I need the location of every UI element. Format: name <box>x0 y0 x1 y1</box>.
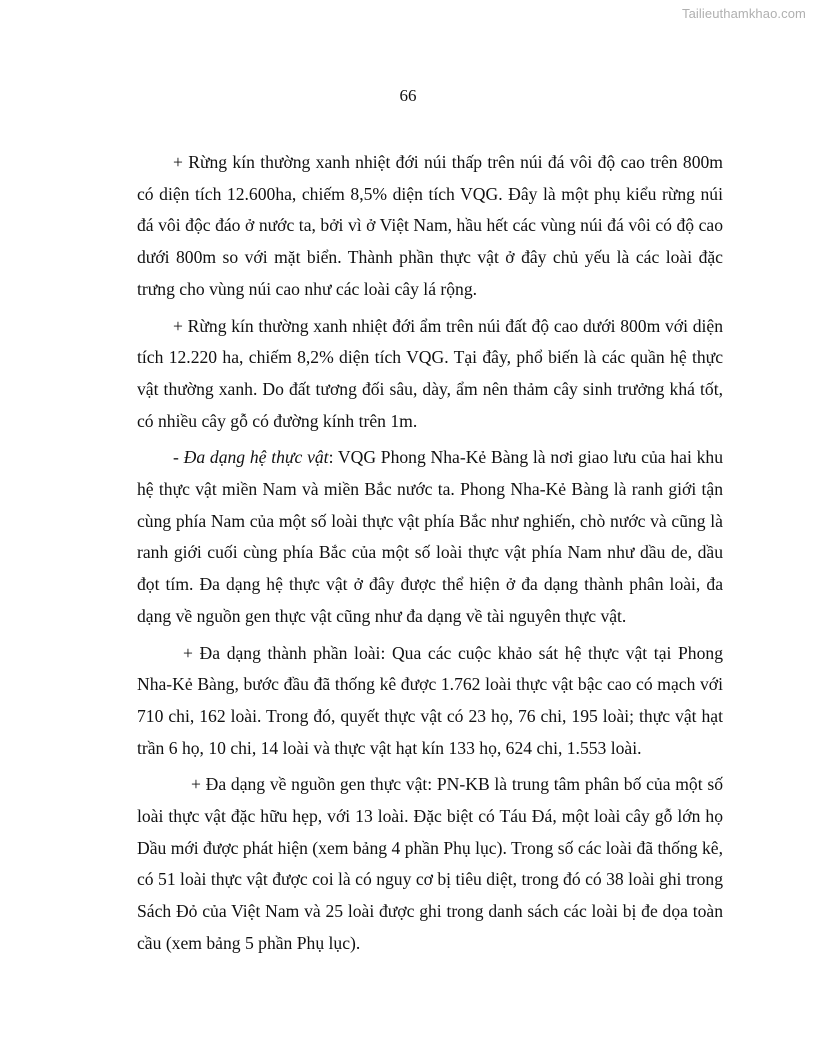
page-number: 66 <box>399 86 417 105</box>
body-text <box>137 147 723 965</box>
paragraph-gene-diversity: + Đa dạng về nguồn gen thực vật: PN-KB là trung tâm phân bố của một số loài thực vật đặc hữu hẹp, với 13 loài. Đặc biệt có Táu Đá, một loài cây gỗ lớn họ Dầu mới được phát hiện (xem bảng 4 phần Phụ lục). Trong số các loài đã thống kê, có 51 loài thực vật được coi là có nguy cơ bị tiêu diệt, trong đó có 38 loài ghi trong Sách Đỏ của Việt Nam và 25 loài được ghi trong danh sách các loài bị đe dọa toàn cầu (xem bảng 5 phần Phụ lục). <box>137 774 723 953</box>
flora-diversity-heading: - Đa dạng hệ thực vật <box>173 447 329 468</box>
paragraph-flora-diversity <box>137 442 723 632</box>
paragraph-forest-earth-mountain: + Rừng kín thường xanh nhiệt đới ẩm trên núi đất độ cao dưới 800m với diện tích 12.220 ha, chiếm 8,2% diện tích VQG. Tại đây, phổ biến là các quần hệ thực vật thường xanh. Do đất tương đối sâu, dày, ẩm nên thảm cây sinh trưởng khá tốt, có nhiều cây gỗ có đường kính trên 1m. <box>137 315 723 431</box>
paragraph-species-diversity: + Đa dạng thành phần loài: Qua các cuộc khảo sát hệ thực vật tại Phong Nha-Kẻ Bàng, bước đầu đã thống kê được 1.762 loài thực vật bậc cao có mạch với 710 chi, 162 loài. Trong đó, quyết thực vật có 23 họ, 76 chi, 195 loài; thực vật hạt trần 6 họ, 10 chi, 14 loài và thực vật hạt kín 133 họ, 624 chi, 1.553 loài. <box>137 642 723 758</box>
flora-diversity-text: : VQG Phong Nha-Kẻ Bàng là nơi giao lưu của hai khu hệ thực vật miền Nam và miền Bắc nước ta. Phong Nha-Kẻ Bàng là ranh giới tận cùng phía Nam của một số loài thực vật phía Bắc như nghiến, chò nước và cũng là ranh giới cuối cùng phía Bắc của một số loài thực vật phía Nam như dầu de, dầu đọt tím. Đa dạng hệ thực vật ở đây được thể hiện ở đa dạng thành phân loài, đa dạng về nguồn gen thực vật cũng như đa dạng về tài nguyên thực vật. <box>137 447 723 626</box>
watermark: Tailieuthamkhao.com <box>681 6 806 21</box>
paragraph-forest-limestone: + Rừng kín thường xanh nhiệt đới núi thấp trên núi đá vôi độ cao trên 800m có diện tích 12.600ha, chiếm 8,5% diện tích VQG. Đây là một phụ kiểu rừng núi đá vôi độc đáo ở nước ta, bởi vì ở Việt Nam, hầu hết các vùng núi đá vôi có độ cao dưới 800m so với mặt biển. Thành phần thực vật ở đây chủ yếu là các loài đặc trưng cho vùng núi cao như các loài cây lá rộng. <box>137 152 723 299</box>
